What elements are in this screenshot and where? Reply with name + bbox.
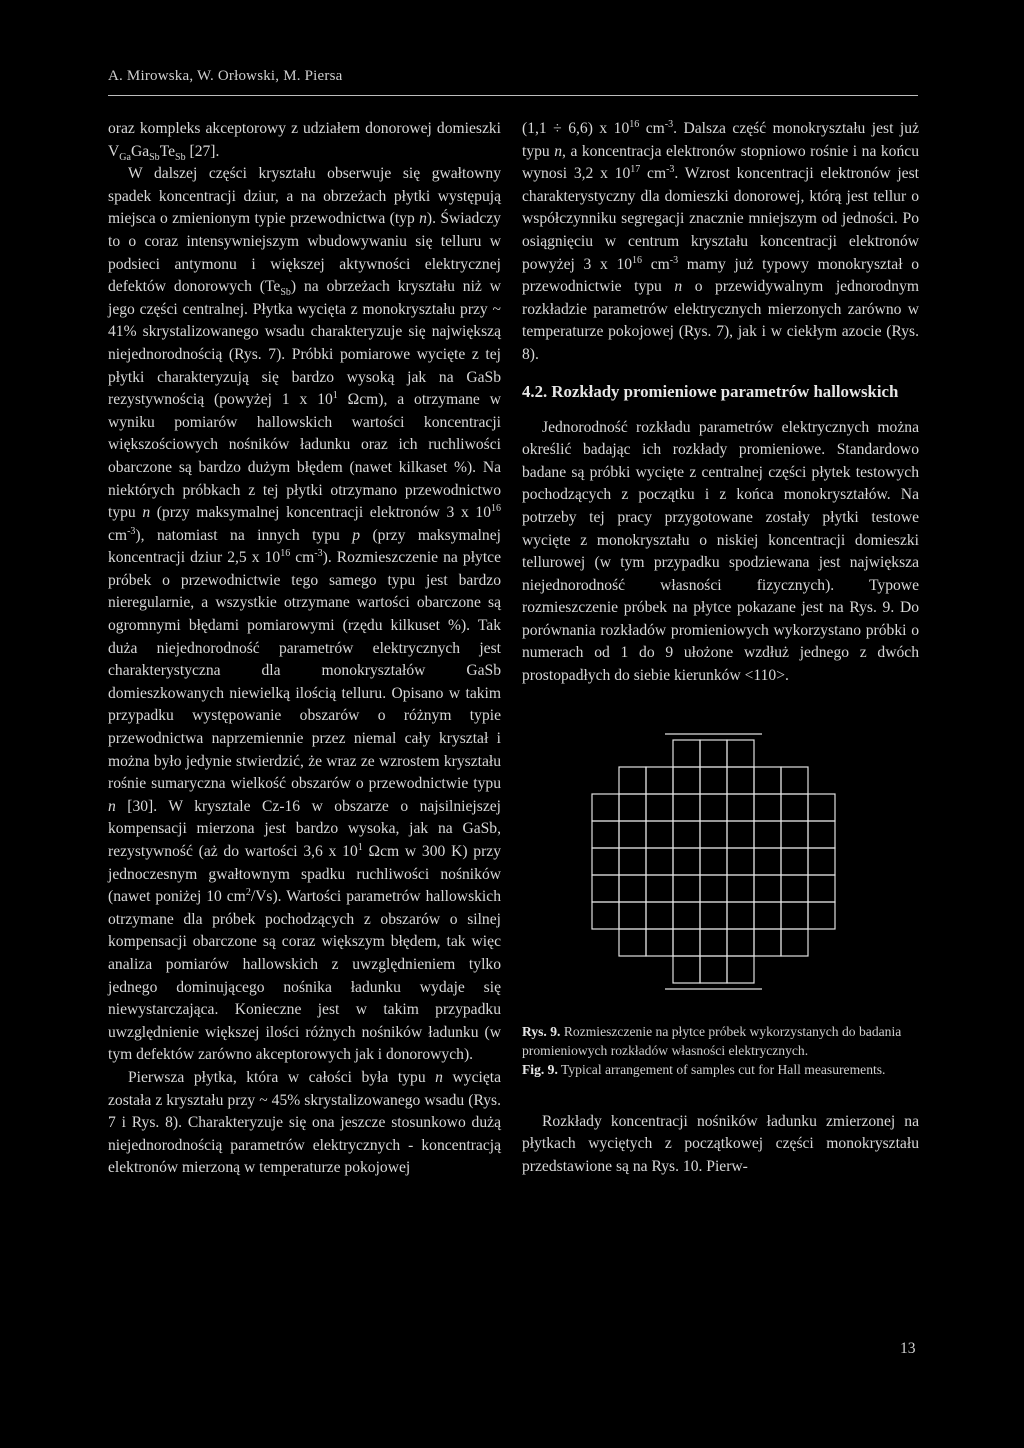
sample-cell	[781, 794, 808, 821]
sample-cell	[646, 848, 673, 875]
sample-cell	[592, 902, 619, 929]
sample-cell	[727, 767, 754, 794]
sample-cell	[592, 848, 619, 875]
sample-cell	[781, 902, 808, 929]
sample-cell	[700, 767, 727, 794]
paragraph: (1,1 ÷ 6,6) x $10^{16}$ $cm^{-3}$. Dalsza część monokryształu jest już typu n, a koncentracja elektronów stopniowo rośnie i na końcu wynosi 3,2 x $10^{17}$ $cm^{-3}$. Wzrost koncentracji elektronów jest charakterystyczny dla domieszki donorowej, którą jest tellur o współczynniku segregacji znacznie mniejszym od jedności. Po osiągnięciu w centrum kryształu koncentracji elektronów powyżej 3 x $10^{16}$ $cm^{-3}$ mamy już typowy monokryształ o przewodnictwie typu n o przewidywalnym jednorodnym rozkładzie parametrów elektrycznych mierzonych zarówno w temperaturze pokojowej (Rys. 7), jak i w ciekłym azocie (Rys. 8).	[522, 118, 920, 363]
sample-cell	[673, 902, 700, 929]
sample-cell	[646, 929, 673, 956]
sample-cell	[754, 794, 781, 821]
paragraph: oraz kompleks akceptorowy z udziałem donorowej domieszki $V_{Ga}Ga_{Sb}Te_{Sb}$ [27].	[108, 120, 501, 163]
sample-cell	[646, 794, 673, 821]
page-number: 13	[900, 1340, 916, 1357]
sample-cell	[781, 848, 808, 875]
sample-cell	[673, 929, 700, 956]
sample-cell	[754, 929, 781, 956]
sample-cell	[781, 821, 808, 848]
sample-cell	[700, 794, 727, 821]
sample-cell	[673, 956, 700, 983]
sample-cell	[619, 794, 646, 821]
sample-cell	[727, 956, 754, 983]
sample-cell	[592, 875, 619, 902]
sample-cell	[700, 956, 727, 983]
sample-cell	[619, 875, 646, 902]
sample-cell	[808, 875, 835, 902]
sample-cell	[619, 929, 646, 956]
sample-cell	[808, 902, 835, 929]
sample-cell	[646, 767, 673, 794]
sample-cell	[700, 740, 727, 767]
paragraph: Rozkłady koncentracji nośników ładunku zmierzonej na płytkach wyciętych z początkowej części monokryształu przedstawione są na Rys. 10. Pierw-	[522, 1112, 919, 1175]
sample-cell	[646, 875, 673, 902]
sample-cell	[592, 794, 619, 821]
figure-caption-en: Fig. 9. Typical arrangement of samples cut for Hall measurements.	[522, 1061, 886, 1077]
right-column	[522, 118, 919, 1178]
figure-9-wafer-diagram	[522, 702, 919, 1022]
sample-cell	[727, 794, 754, 821]
sample-cell	[700, 821, 727, 848]
paragraph: Jednorodność rozkładu parametrów elektrycznych można określić badając ich rozkłady promieniowe. Standardowo badane są próbki wycięte z centralnej części płytek testowych pochodzących z początku i z końca monokryształów. Na potrzeby tej pracy przygotowane zostały płytki testowe wycięte z monokryształu o niskiej koncentracji domieszki tellurowej (w tym przypadku spodziewana jest największa niejednorodność własności fizycznych). Typowe rozmieszczenie próbek na płytce pokazane jest na Rys. 9. Do porównania rozkładów promieniowych wykorzystano próbki o numerach od 1 do 9 ułożone wzdłuż jednego z dwóch prostopadłych do siebie kierunków <110>.	[522, 418, 919, 685]
sample-cell	[754, 848, 781, 875]
sample-cell	[646, 902, 673, 929]
sample-cell	[754, 875, 781, 902]
sample-cell	[727, 740, 754, 767]
sample-cell	[781, 929, 808, 956]
sample-cell	[673, 848, 700, 875]
running-header: A. Mirowska, W. Orłowski, M. Piersa	[108, 68, 343, 84]
paragraph: Pierwsza płytka, która w całości była typu n wycięta została z kryształu przy ~ 45% skrystalizowanego wsadu (Rys. 7 i Rys. 8). Charakteryzuje się ona jeszcze stosunkowo dużą niejednorodnością parametrów elektrycznych - koncentracją elektronów mierzoną w temperaturze pokojowej	[108, 1068, 502, 1177]
sample-cell	[700, 875, 727, 902]
sample-cell	[781, 767, 808, 794]
sample-cell	[754, 902, 781, 929]
figure-caption-pl: Rys. 9. Rozmieszczenie na płytce próbek wykorzystanych do badania promieniowych rozkładów własności elektrycznych.	[522, 1023, 902, 1058]
sample-cell	[700, 929, 727, 956]
sample-cell	[727, 902, 754, 929]
sample-cell	[619, 767, 646, 794]
sample-cell	[673, 740, 700, 767]
sample-cell	[808, 848, 835, 875]
sample-cell	[673, 821, 700, 848]
sample-cell	[727, 848, 754, 875]
sample-cell	[619, 902, 646, 929]
sample-cell	[673, 875, 700, 902]
sample-cell	[808, 821, 835, 848]
sample-cell	[673, 767, 700, 794]
header-rule	[108, 95, 918, 96]
sample-cell	[619, 821, 646, 848]
sample-cell	[700, 848, 727, 875]
sample-cell	[646, 821, 673, 848]
sample-cell	[781, 875, 808, 902]
sample-cell	[700, 902, 727, 929]
sample-cell	[592, 821, 619, 848]
left-column	[108, 118, 501, 1180]
sample-cell	[727, 929, 754, 956]
section-heading: 4.2. Rozkłady promieniowe parametrów hallowskich	[522, 381, 899, 401]
sample-cell	[673, 794, 700, 821]
sample-cell	[727, 875, 754, 902]
paragraph: W dalszej części kryształu obserwuje się gwałtowny spadek koncentracji dziur, a na obrzeżach płytki występują miejsca o zmienionym typie przewodnictwa (typ n). Świadczy to o coraz intensywniejszym wbudowywaniu się telluru w podsieci antymonu i większej aktywności elektrycznej defektów donorowych $(Te_{Sb})$ na obrzeżach kryształu niż w jego części centralnej. Płytka wycięta z monokryształu przy ~ 41% skrystalizowanego wsadu charakteryzuje się największą niejednorodnością (Rys. 7). Próbki pomiarowe wycięte z tej płytki charakteryzują się bardzo wysoką jak na GaSb rezystywnością (powyżej 1 x $10^1$ Ωcm), a otrzymane w wyniku pomiarów hallowskich wartości koncentracji większościowych nośników ładunku oraz ich ruchliwości obarczone są bardzo dużym błędem (nawet kilkaset %). Na niektórych próbkach z tej płytki otrzymano przewodnictwo typu n (przy maksymalnej koncentracji elektronów 3 x $10^{16}$ $cm^{-3}$), natomiast na innych typu p (przy maksymalnej koncentracji dziur 2,5 x $10^{16}$ $cm^{-3}$). Rozmieszczenie na płytce próbek o przewodnictwie tego samego typu jest bardzo nieregularnie, a wszystkie otrzymane wartości obarczone są ogromnymi błędami pomiarowymi (rzędu kilkuset %). Tak duża niejednorodność parametrów elektrycznych jest charakterystyczna dla monokryształów GaSb domieszkowanych niewielką ilością telluru. Opisano w takim przypadku występowanie obszarów o różnym typie przewodnictwa naprzemiennie przez niemal cały kryształ i można było jedynie stwierdzić, że wraz ze wzrostem kryształu rośnie sumaryczna wielkość obszarów o przewodnictwie typu n [30]. W krysztale Cz-16 w obszarze o najsilniejszej kompensacji mierzona jest bardzo wysoka, jak na GaSb, rezystywność (aż do wartości 3,6 x $10^1$ Ωcm w 300 K) przy jednoczesnym gwałtownym spadku ruchliwości nośników (nawet poniżej 10 $cm^2/Vs$). Wartości parametrów hallowskich otrzymane dla próbek pochodzących z obszarów o silnej kompensacji obarczone są coraz większym błędem, tak więc analiza pomiarów hallowskich z uwzględnieniem tylko jednego dominującego nośnika ładunku wydaje się niewystarczająca. Konieczne jest w takim przypadku uwzględnienie większej ilości różnych nośników ładunku (w tym defektów zarówno akceptorowych jak i donorowych).	[108, 165, 502, 1064]
sample-cell	[619, 848, 646, 875]
wafer-sample-grid	[522, 702, 919, 1022]
sample-cell	[754, 821, 781, 848]
sample-cell	[808, 794, 835, 821]
sample-cell	[754, 767, 781, 794]
sample-cell	[727, 821, 754, 848]
